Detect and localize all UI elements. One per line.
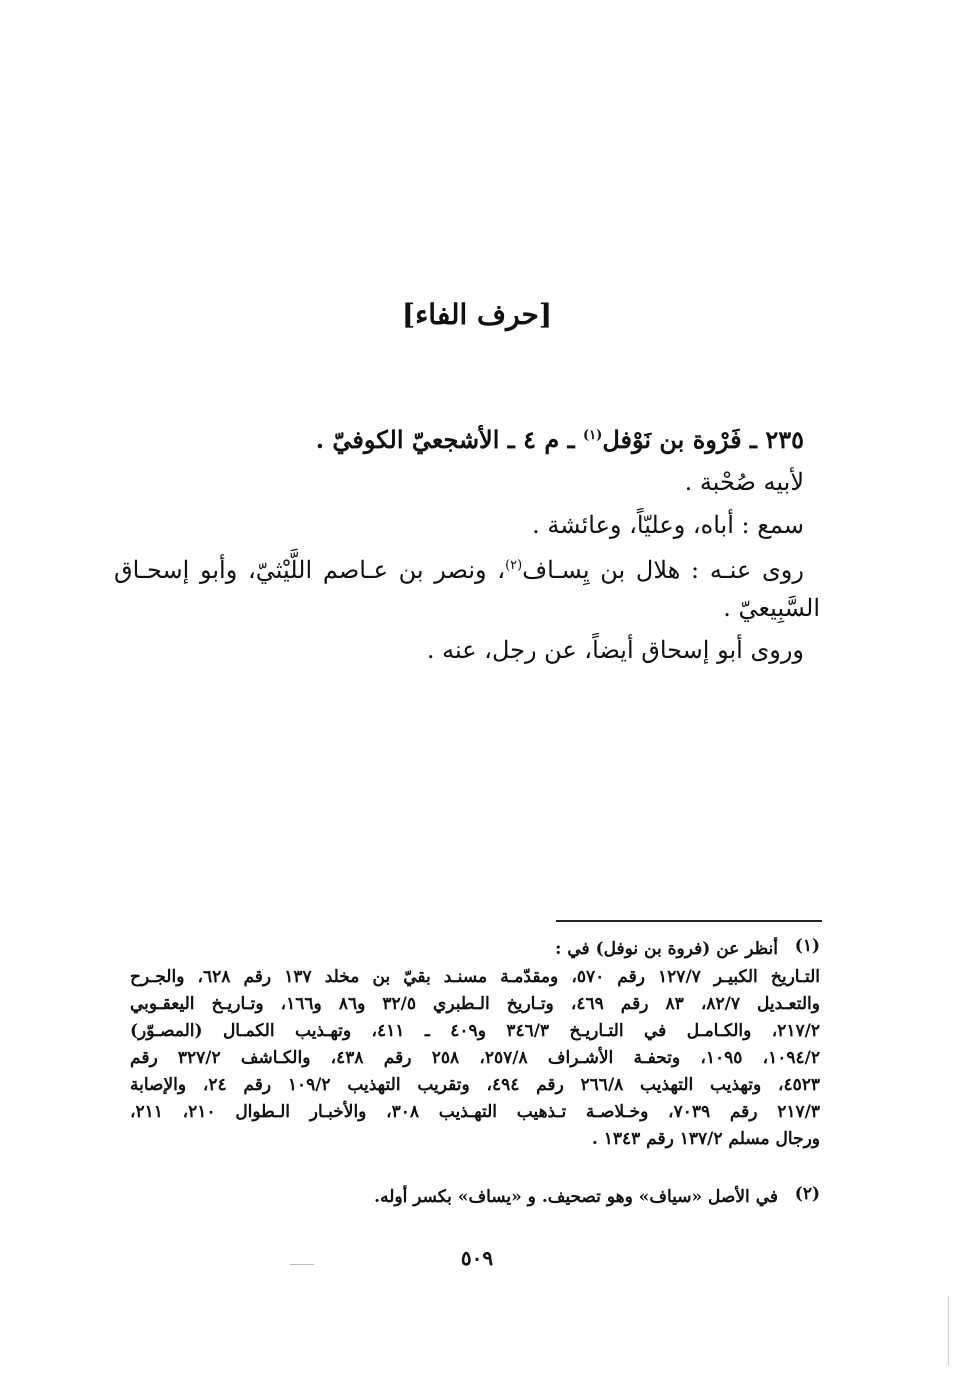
footnote-2-text: في الأصل «سياف» وهو تصحيف. و «يساف» بكسر أوله. [374, 1187, 778, 1207]
entry-line-also-narrated: وروى أبو إسحاق أيضاً، عن رجل، عنه . [426, 636, 804, 664]
footnote-1-line: ٢١٧/٢، والكـامـل في التـاريـخ ٣٤٦/٣ و٤٠٩ ـ ٤١١، وتهـذيب الكمـال (المصـوّر) [130, 1021, 820, 1041]
footnote-ref-1: (١) [583, 428, 603, 443]
footnote-1-line: ورجال مسلم ١٣٧/٢ رقم ١٣٤٣ . [591, 1129, 820, 1149]
footnote-separator [556, 920, 822, 922]
narrated-by-part-b: ، ونصر بن عـاصم اللَّيْثيّ، وأبو إسحـاق [114, 556, 506, 584]
footnote-1-number: (١) [794, 936, 820, 956]
entry-line-heard-from: سمع : أباه، وعليّاً، وعائشة . [532, 511, 804, 539]
footnote-1-line: ١٠٩٤/٢، ١٠٩٥، وتحفـة الأشـراف ٢٥٧/٨، ٢٥٨ رقم ٤٣٨، والكـاشف ٣٢٧/٢ رقم [130, 1048, 820, 1068]
scan-speck [290, 1264, 314, 1265]
footnote-1-line: والتعـديل ٨٢/٧، ٨٣ رقم ٤٦٩، وتـاريخ الـطبري ٣٢/٥ و٨٦ و١٦٦، وتـاريـخ اليعقـوبي [130, 994, 820, 1014]
footnote-1-heading: أنظر عن (فروة بن نوفل) في : [555, 939, 778, 959]
section-title: [حرف الفاء] [401, 298, 553, 331]
footnote-1-line: ٤٥٢٣، وتهذيب التهذيب ٢٦٦/٨ رقم ٤٩٤، وتقريب التهذيب ١٠٩/٢ رقم ٢٤، والإصابة [130, 1075, 820, 1095]
footnote-1-line: ٢١٧/٣ رقم ٧٠٣٩، وخـلاصـة تـذهيب التهـذيب ٣٠٨، والأخبـار الـطوال ٢١٠، ٢١١، [130, 1102, 820, 1122]
entry-heading-main: ٢٣٥ ـ فَرْوة بن نَوْفل [602, 425, 804, 454]
footnote-1-body [130, 964, 820, 1153]
page-number: ٥٠٩ [460, 1246, 494, 1270]
entry-line-companionship: لأبيه صُحْبة . [684, 468, 804, 496]
footnote-1-line: التـاريخ الكبيـر ١٢٧/٧ رقم ٥٧٠، ومقدّمـة مسنـد بقيّ بن مخلد ١٣٧ رقم ٦٢٨، والجـرح [130, 967, 820, 987]
footnote-2-number: (٢) [794, 1184, 820, 1204]
footnote-ref-2: (٢) [505, 558, 523, 573]
entry-line-narrated-by-continued: السَّبِيعيّ . [723, 594, 820, 622]
entry-line-narrated-by [114, 550, 804, 590]
entry-heading [114, 420, 804, 460]
entry-heading-rest: ـ م ٤ ـ الأشجعيّ الكوفيّ . [315, 425, 584, 454]
scan-edge-mark [948, 1296, 949, 1366]
narrated-by-part-a: روى عنـه : هلال بن يِسـاف [522, 556, 804, 584]
